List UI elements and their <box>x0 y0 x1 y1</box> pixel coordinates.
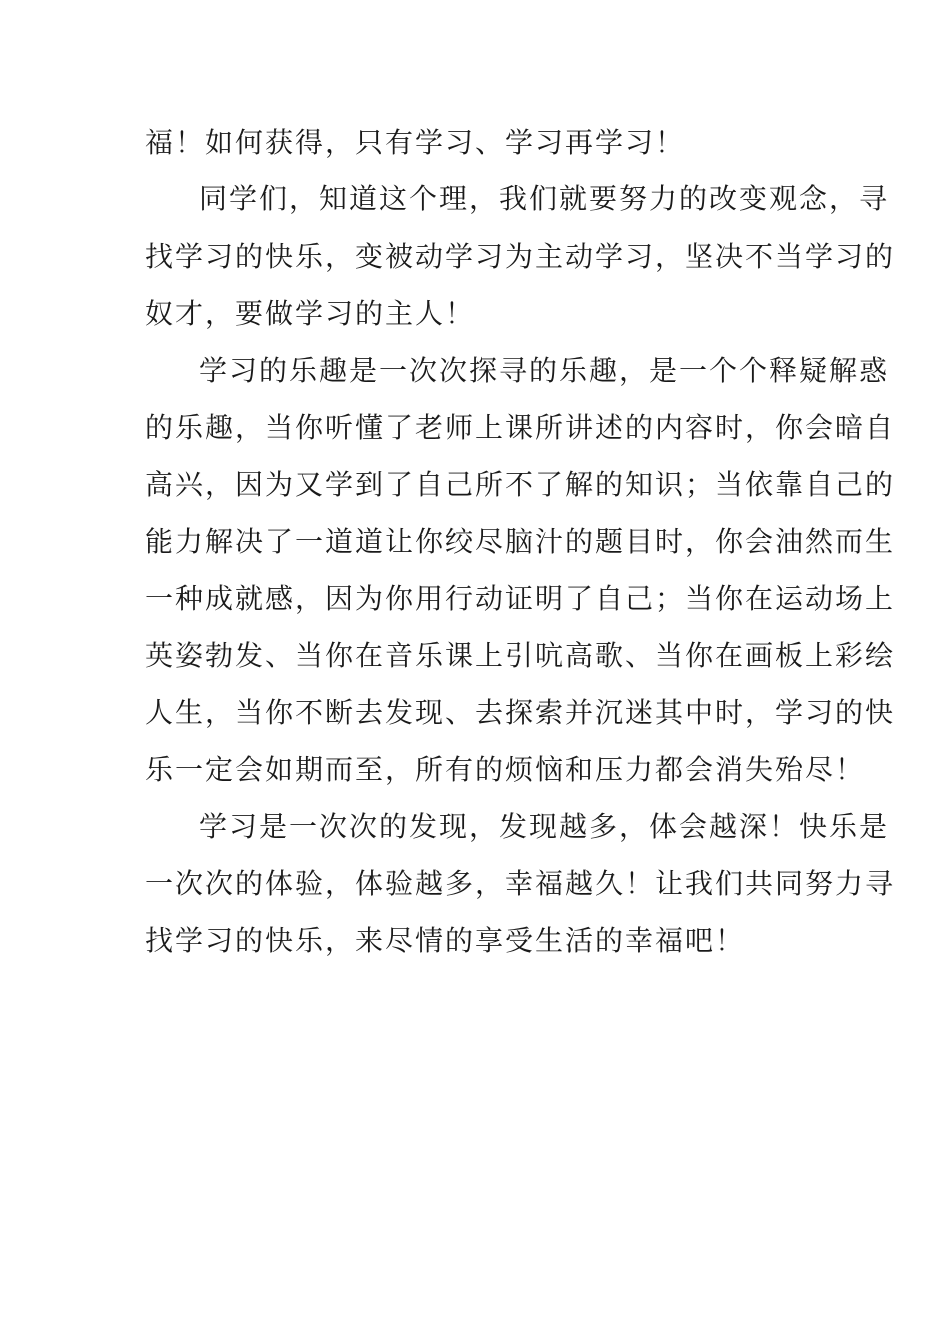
text-line: 人生，当你不断去发现、去探索并沉迷其中时，学习的快 <box>145 696 896 729</box>
text-line: 英姿勃发、当你在音乐课上引吭高歌、当你在画板上彩绘 <box>145 639 896 672</box>
text-line: 奴才，要做学习的主人！ <box>145 297 476 330</box>
text-line: 找学习的快乐，来尽情的享受生活的幸福吧！ <box>145 924 746 957</box>
paragraph-first-line: 学习的乐趣是一次次探寻的乐趣，是一个个释疑解惑 <box>199 354 890 387</box>
text-line: 高兴，因为又学到了自己所不了解的知识；当依靠自己的 <box>145 468 896 501</box>
text-line: 乐一定会如期而至，所有的烦恼和压力都会消失殆尽！ <box>145 753 866 786</box>
text-line: 一种成就感，因为你用行动证明了自己；当你在运动场上 <box>145 582 896 615</box>
text-line: 找学习的快乐，变被动学习为主动学习，坚决不当学习的 <box>145 240 896 273</box>
text-line: 一次次的体验，体验越多，幸福越久！让我们共同努力寻 <box>145 867 896 900</box>
text-line: 福！如何获得，只有学习、学习再学习！ <box>145 126 686 159</box>
paragraph-first-line: 学习是一次次的发现，发现越多，体会越深！快乐是 <box>199 810 890 843</box>
paragraph-first-line: 同学们，知道这个理，我们就要努力的改变观念，寻 <box>199 182 890 215</box>
text-line: 的乐趣，当你听懂了老师上课所讲述的内容时，你会暗自 <box>145 411 896 444</box>
text-line: 能力解决了一道道让你绞尽脑汁的题目时，你会油然而生 <box>145 525 896 558</box>
